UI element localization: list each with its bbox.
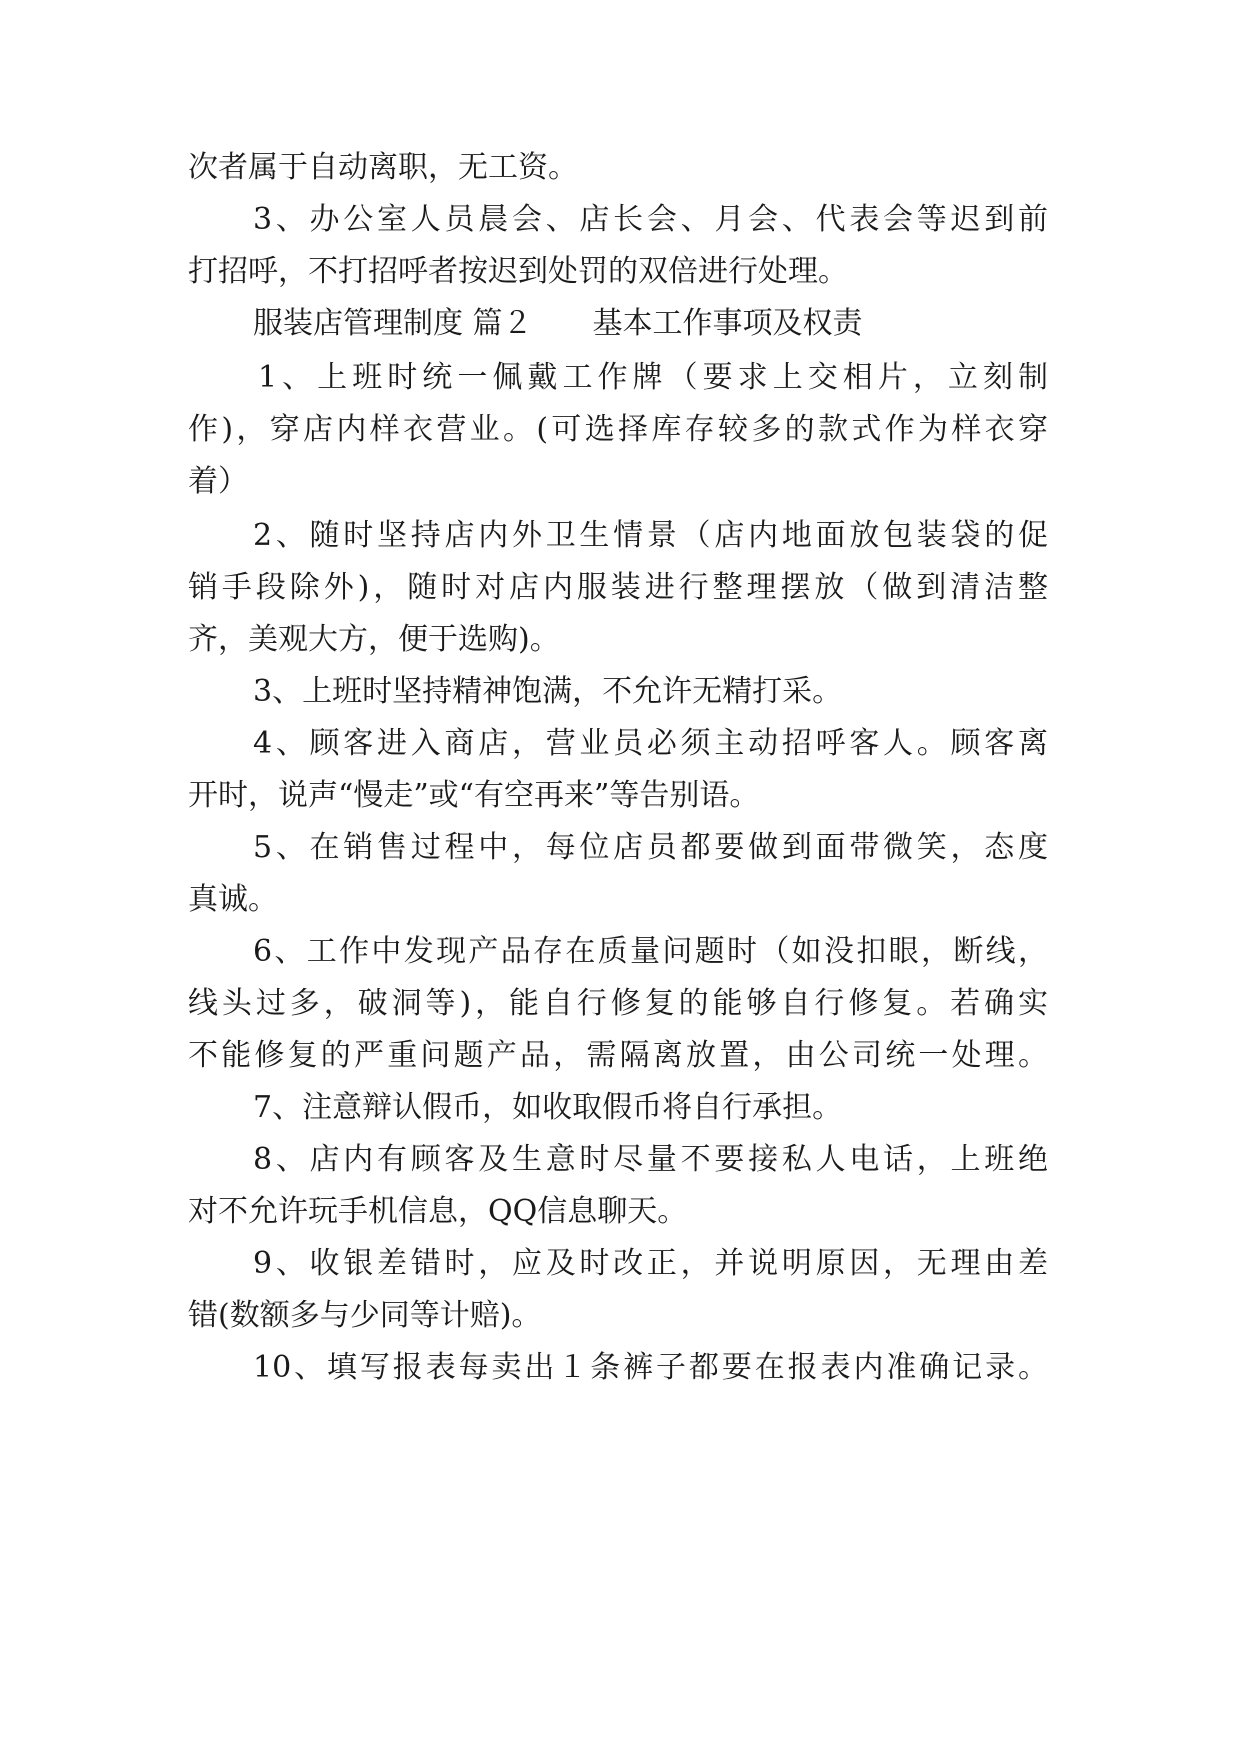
text-line: 打招呼，不打招呼者按迟到处罚的双倍进行处理。 xyxy=(188,254,848,289)
text-line: 5、在销售过程中，每位店员都要做到面带微笑，态度 xyxy=(253,830,1048,865)
text-line: 着） xyxy=(188,464,248,499)
text-line: 3、上班时坚持精神饱满，不允许无精打采。 xyxy=(253,674,843,709)
text-line: 7、注意辩认假币，如收取假币将自行承担。 xyxy=(253,1090,843,1125)
text-line: 10、填写报表每卖出１条裤子都要在报表内准确记录。 xyxy=(253,1350,1048,1385)
text-line: 不能修复的严重问题产品，需隔离放置，由公司统一处理。 xyxy=(188,1038,1048,1073)
text-line: 3、办公室人员晨会、店长会、月会、代表会等迟到前 xyxy=(253,202,1048,237)
text-line: 次者属于自动离职，无工资。 xyxy=(188,150,578,185)
text-line: 1、上班时统一佩戴工作牌（要求上交相片，立刻制 xyxy=(258,360,1048,395)
section-subtitle: 基本工作事项及权责 xyxy=(592,306,863,341)
text-line: 开时，说声“慢走”或“有空再来”等告别语。 xyxy=(188,778,760,813)
text-line: 齐，美观大方，便于选购)。 xyxy=(188,622,560,657)
text-line: 9、收银差错时，应及时改正，并说明原因，无理由差 xyxy=(253,1246,1048,1281)
text-line: 真诚。 xyxy=(188,882,278,917)
text-line: 作)，穿店内样衣营业。(可选择库存较多的款式作为样衣穿 xyxy=(188,412,1048,447)
text-line: 对不允许玩手机信息，QQ信息聊天。 xyxy=(188,1194,688,1229)
text-line: 8、店内有顾客及生意时尽量不要接私人电话，上班绝 xyxy=(253,1142,1048,1177)
section-title: 服装店管理制度 篇２ xyxy=(253,306,533,341)
section-heading xyxy=(253,300,953,348)
text-line: 线头过多，破洞等)，能自行修复的能够自行修复。若确实 xyxy=(188,986,1048,1021)
text-line: 6、工作中发现产品存在质量问题时（如没扣眼，断线， xyxy=(253,934,1048,969)
text-line: 错(数额多与少同等计赔)。 xyxy=(188,1298,542,1333)
text-line: 2、随时坚持店内外卫生情景（店内地面放包装袋的促 xyxy=(253,518,1048,553)
text-line: 销手段除外)，随时对店内服装进行整理摆放（做到清洁整 xyxy=(188,570,1048,605)
text-line: 4、顾客进入商店，营业员必须主动招呼客人。顾客离 xyxy=(253,726,1048,761)
